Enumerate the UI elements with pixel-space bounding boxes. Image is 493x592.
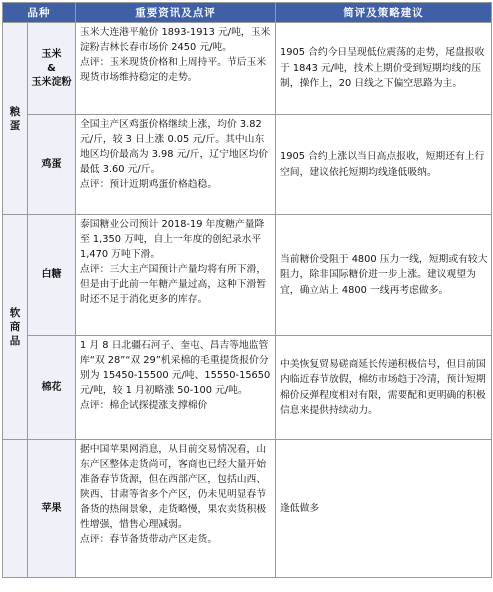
header-info: 重要资讯及点评 xyxy=(76,3,276,23)
info-text: 泰国糖业公司预计 2018-19 年度糖产量降至 1,350 万吨，自上一年度的创纪录水平 1,470 万吨下滑。 xyxy=(80,219,265,260)
table-row xyxy=(3,336,492,440)
variety-name: 棉花 xyxy=(41,381,62,393)
header-category: 品种 xyxy=(3,3,76,23)
table-row xyxy=(3,115,492,215)
variety-name: 玉米淀粉 xyxy=(31,76,72,88)
info-text: 据中国苹果网消息，从目前交易情况看，山东产区整体走货尚可，客商也已经大量开始准备春节货源，但在西部产区，包括山西、陕西、甘肃等省多个产区，仍未见明显春节备货的热闹景象，走货略慢，果农卖货积极性增强，惜售心理减弱。 xyxy=(80,444,267,530)
variety-name: 苹果 xyxy=(41,502,62,514)
variety-corn xyxy=(28,23,76,115)
variety-name: & xyxy=(47,62,56,74)
info-cell xyxy=(76,115,276,215)
info-cell xyxy=(76,440,276,578)
table-row xyxy=(3,440,492,578)
advice-text: 1905 合约今日呈现低位震荡的走势，尾盘报收于 1843 元/吨，技术上期价受到短期均线的压制，操作上，20 日线之下偏空思路为主。 xyxy=(280,47,485,90)
group-label-soft: 软商品 xyxy=(3,215,28,440)
info-text: 玉米大连港平舱价 1893-1913 元/吨，玉米淀粉吉林长春市场价 2450 元/吨。 xyxy=(80,27,271,53)
advice-cell xyxy=(276,215,492,336)
table-row xyxy=(3,215,492,336)
info-cell xyxy=(76,336,276,440)
comment-text: 点评：春节备货带动产区走货。 xyxy=(80,534,218,545)
advice-cell xyxy=(276,440,492,578)
commodity-table xyxy=(2,2,492,578)
table-row xyxy=(3,23,492,115)
header-advice: 简评及策略建议 xyxy=(276,3,492,23)
advice-cell xyxy=(276,336,492,440)
advice-cell xyxy=(276,23,492,115)
info-text: 1 月 8 日北疆石河子、奎屯、昌吉等地监管库“双 28”“双 29”机采棉的毛重提货报价分别为 15450-15500 元/吨、15550-15650 元/吨，较 1 月初略涨 50-100 元/吨。 xyxy=(80,340,271,396)
advice-text: 1905 合约上涨以当日高点报收，短期还有上行空间，建议依托短期均线逢低吸纳。 xyxy=(280,151,485,178)
variety-name: 鸡蛋 xyxy=(41,158,62,170)
advice-text: 中美恢复贸易磋商延长传递积极信号，但目前国内临近春节放假，棉纺市场趋于冷清，预计短期棉价反弹程度相对有限，需要配和更明确的积极信息来提供持续动力。 xyxy=(280,358,486,416)
group-label-grain: 粮蛋 xyxy=(3,23,28,215)
comment-text: 点评：玉米现货价格和上周持平。节后玉米现货市场维持稳定的走势。 xyxy=(80,57,267,83)
variety-apple xyxy=(28,440,76,578)
info-cell xyxy=(76,23,276,115)
advice-cell xyxy=(276,115,492,215)
table-header-row xyxy=(3,3,492,23)
variety-sugar xyxy=(28,215,76,336)
info-cell xyxy=(76,215,276,336)
info-text: 全国主产区鸡蛋价格继续上涨，均价 3.82 元/斤，较 3 日上涨 0.05 元/斤。其中山东地区均价最高为 3.98 元/斤，辽宁地区均价最低 3.60 元/斤。 xyxy=(80,119,269,175)
group-label-empty xyxy=(3,440,28,578)
comment-text: 点评：三大主产国预计产量均将有所下滑，但是由于此前一年糖产量过高，这种下滑暂时还不足于消化更多的库存。 xyxy=(80,264,267,305)
variety-egg xyxy=(28,115,76,215)
variety-cotton xyxy=(28,336,76,440)
variety-name: 玉米 xyxy=(41,48,62,60)
variety-name: 白糖 xyxy=(41,269,62,280)
comment-text: 点评：预计近期鸡蛋价格趋稳。 xyxy=(80,179,218,190)
advice-text: 当前糖价受阻于 4800 压力一线，短期或有较大阻力，除非国际糖价进一步上涨。建议观望为宜，确立站上 4800 一线再考虑做多。 xyxy=(280,253,488,296)
comment-text: 点评：棉企试探提涨支撑棉价 xyxy=(80,400,208,411)
advice-text: 逢低做多 xyxy=(280,502,320,514)
